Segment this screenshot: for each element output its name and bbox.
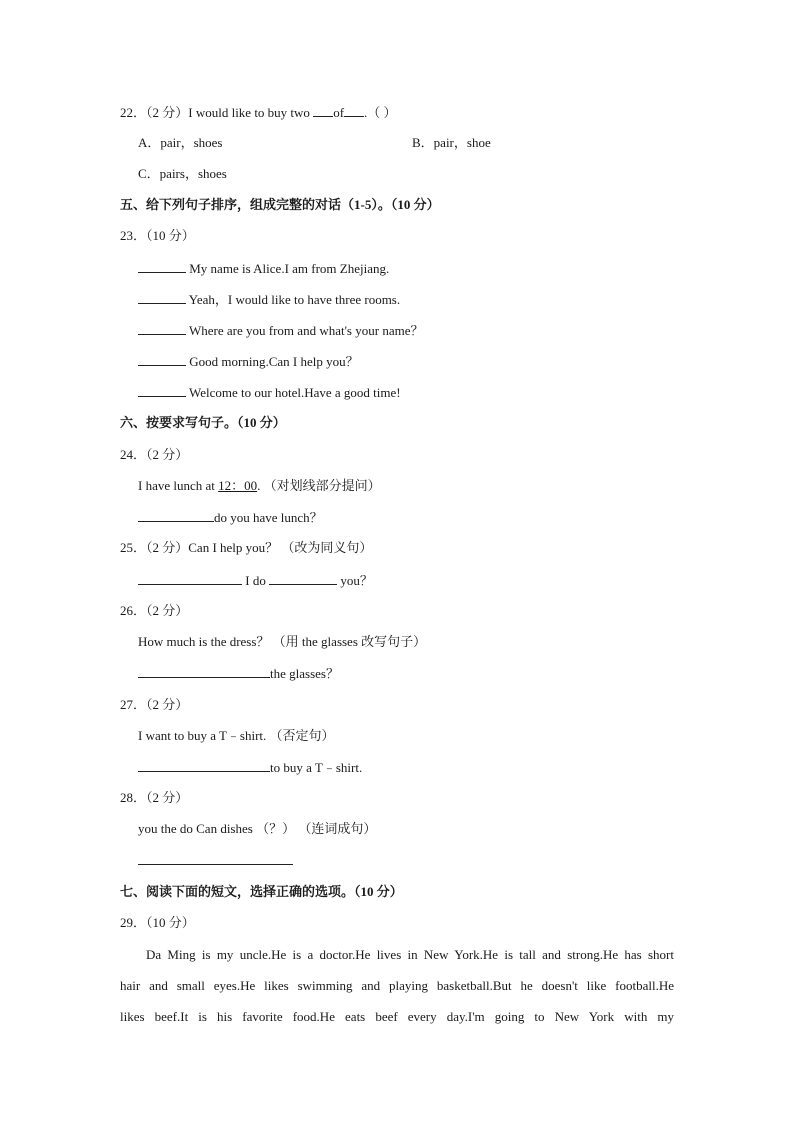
q25-answer xyxy=(138,572,373,589)
q23-item-4 xyxy=(138,353,359,370)
q22-blank-2 xyxy=(344,104,364,117)
q23-stem: 23．（10 分） xyxy=(120,228,195,243)
q23-line-3: Where are you from and what's your name？ xyxy=(189,323,424,338)
q26-answer xyxy=(138,665,339,682)
q22-stem xyxy=(120,104,397,121)
q24-stem: 24．（2 分） xyxy=(120,447,189,462)
q23-line-1: My name is Alice.I am from Zhejiang. xyxy=(189,261,390,276)
q28-answer-blank[interactable] xyxy=(138,852,293,865)
q23-line-2: Yeah，I would like to have three rooms. xyxy=(188,292,401,307)
q24-sentence-suffix: . （对划线部分提问） xyxy=(257,478,381,493)
q24-sentence-underlined: 12：00 xyxy=(218,478,258,493)
q22-stem-prefix: 22．（2 分）I would like to buy two xyxy=(120,105,314,120)
q25-answer-blank-2[interactable] xyxy=(269,572,337,585)
q24-answer-blank[interactable] xyxy=(138,509,214,522)
q25-answer-mid: I do xyxy=(242,573,270,588)
q22-blank-1 xyxy=(313,104,333,117)
q28-sentence: you the do Can dishes （？） （连词成句） xyxy=(138,821,377,836)
q24-sentence-prefix: I have lunch at xyxy=(138,478,219,493)
q26-answer-blank[interactable] xyxy=(138,665,270,678)
q25-answer-suffix: you？ xyxy=(337,573,373,588)
q23-item-5 xyxy=(138,384,401,401)
q22-option-b[interactable]: B．pair，shoe xyxy=(412,135,491,150)
q22-stem-mid: of xyxy=(333,105,345,120)
q23-item-3 xyxy=(138,322,423,339)
q23-line-5: Welcome to our hotel.Have a good time! xyxy=(189,385,401,400)
q28-answer xyxy=(138,852,293,869)
q28-stem: 28．（2 分） xyxy=(120,790,189,805)
q23-line-4: Good morning.Can I help you？ xyxy=(189,354,359,369)
section5-heading: 五、给下列句子排序，组成完整的对话（1-5）。（10 分） xyxy=(120,197,440,212)
q27-answer xyxy=(138,759,362,776)
q27-stem: 27．（2 分） xyxy=(120,697,189,712)
q26-stem: 26．（2 分） xyxy=(120,603,189,618)
q24-answer xyxy=(138,509,323,526)
section6-heading: 六、按要求写句子。（10 分） xyxy=(120,415,286,430)
q22-stem-suffix: .（ ） xyxy=(364,105,397,120)
q23-answer-blank-3[interactable] xyxy=(138,322,186,335)
q25-answer-blank-1[interactable] xyxy=(138,572,242,585)
q27-answer-suffix: to buy a T﹣shirt. xyxy=(270,760,363,775)
q23-item-2 xyxy=(138,291,400,308)
q29-stem: 29．（10 分） xyxy=(120,915,195,930)
q23-answer-blank-4[interactable] xyxy=(138,353,186,366)
q24-answer-suffix: do you have lunch？ xyxy=(214,510,323,525)
q23-answer-blank-1[interactable] xyxy=(138,260,186,273)
q23-item-1 xyxy=(138,260,389,277)
q29-passage-line-1: Da Ming is my uncle.He is a doctor.He lives in New York.He is tall and strong.He has short xyxy=(146,947,674,962)
q29-passage-line-2: hair and small eyes.He likes swimming and playing basketball.But he doesn't like football.He xyxy=(120,978,674,993)
section7-heading: 七、阅读下面的短文，选择正确的选项。（10 分） xyxy=(120,884,403,899)
q26-sentence: How much is the dress？ （用 the glasses 改写句子） xyxy=(138,634,427,649)
q23-answer-blank-2[interactable] xyxy=(138,291,186,304)
q25-stem: 25．（2 分）Can I help you？ （改为同义句） xyxy=(120,540,373,555)
q23-answer-blank-5[interactable] xyxy=(138,384,186,397)
q22-option-a[interactable]: A．pair，shoes xyxy=(138,135,223,150)
q27-answer-blank[interactable] xyxy=(138,759,270,772)
q24-sentence xyxy=(138,478,381,494)
q22-option-c[interactable]: C．pairs，shoes xyxy=(138,166,227,181)
q27-sentence: I want to buy a T﹣shirt. （否定句） xyxy=(138,728,335,743)
q26-answer-suffix: the glasses？ xyxy=(270,666,339,681)
q29-passage xyxy=(120,939,674,1032)
q29-passage-line-3: likes beef.It is his favorite food.He eats beef every day.I'm going to New York with my xyxy=(120,1009,674,1024)
